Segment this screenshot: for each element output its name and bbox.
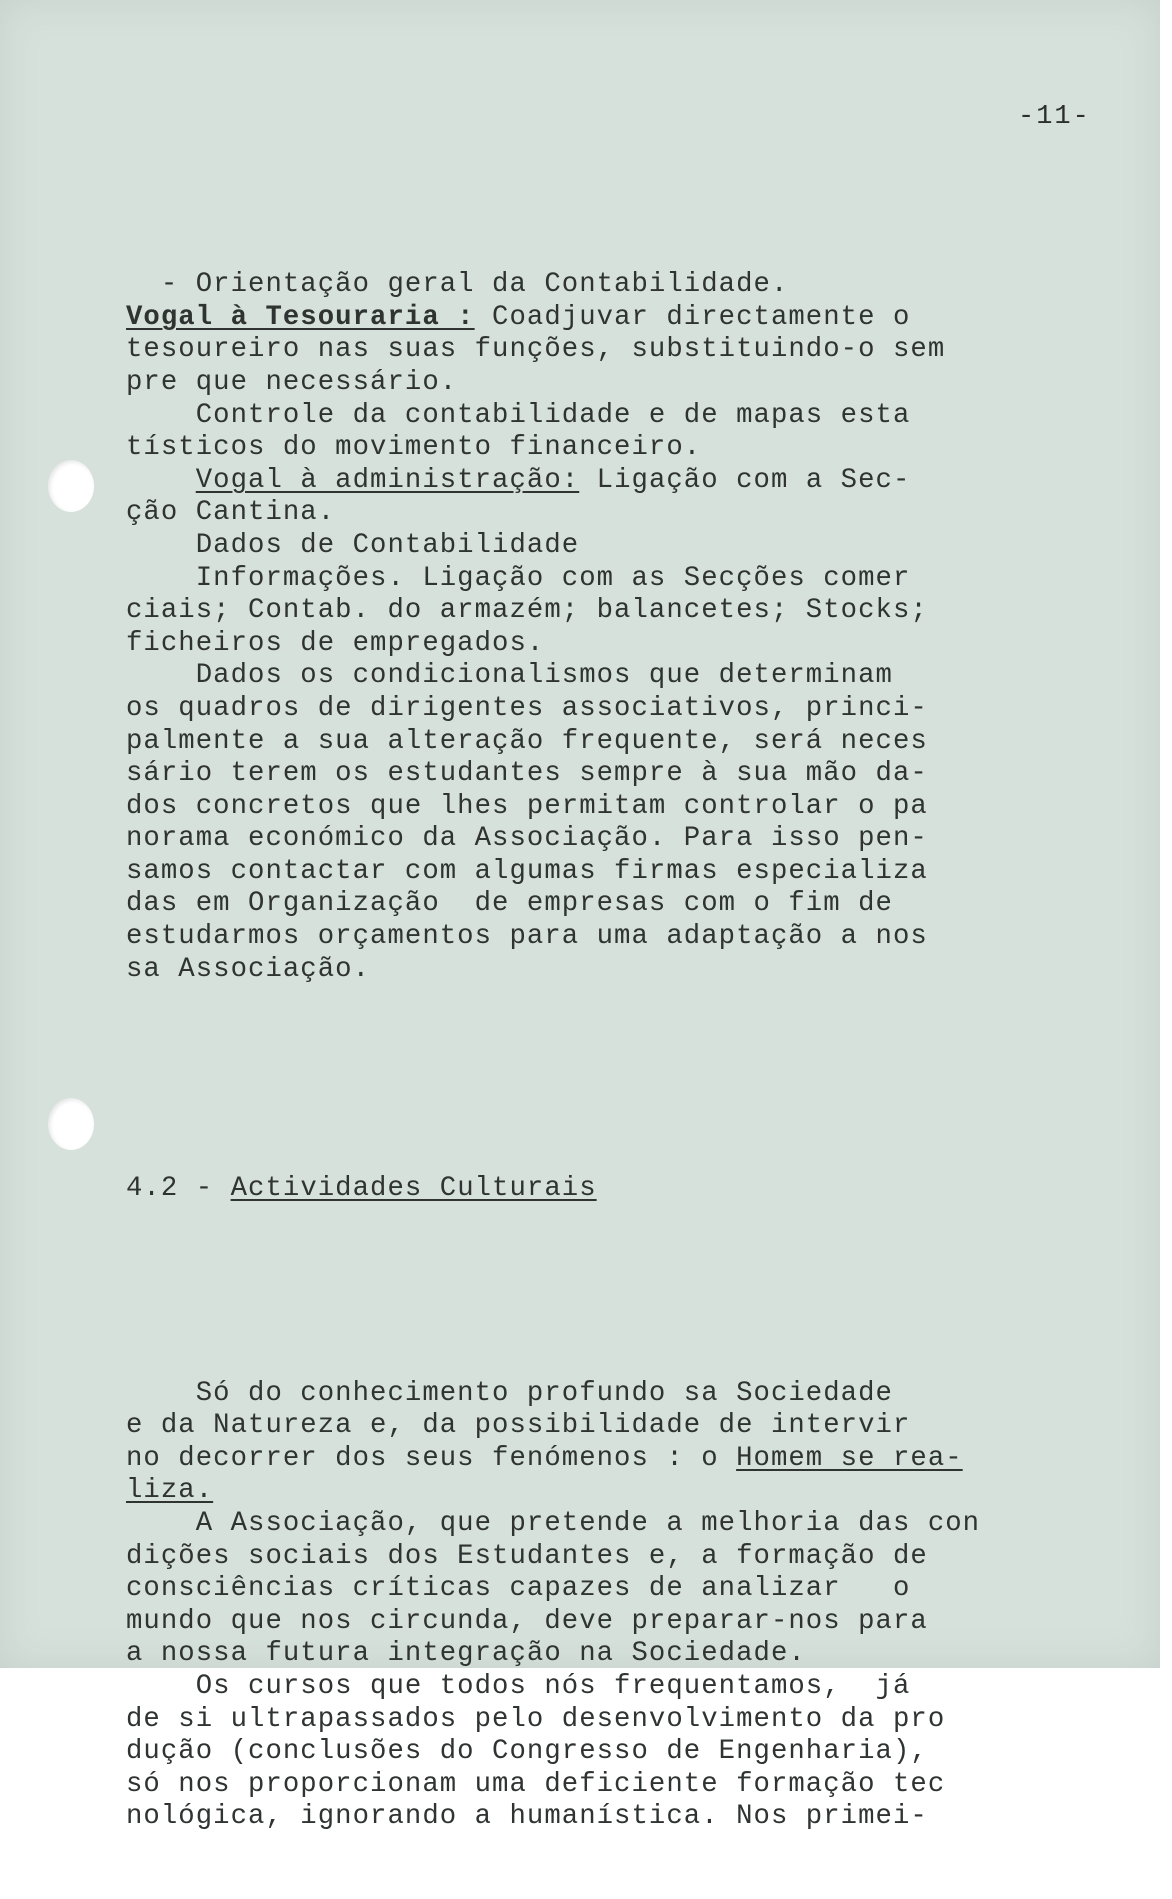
paragraph-group-administration [126, 269, 1046, 986]
text-line [126, 302, 1046, 335]
punch-hole [48, 460, 94, 512]
text-line: nológica, ignorando a humanística. Nos primei- [126, 1801, 928, 1833]
section-title: Actividades Culturais [230, 1172, 597, 1204]
text-segment: Ligação com a Sec- [579, 464, 911, 496]
text-line: samos contactar com algumas firmas especializa [126, 855, 928, 887]
text-line: sa Associação. [126, 953, 371, 985]
text-line: Dados os condicionalismos que determinam [126, 660, 893, 692]
paragraph-group-culture [126, 1378, 1046, 1834]
text-segment: Vogal à Tesouraria : [126, 301, 475, 333]
text-segment [126, 465, 196, 496]
text-line: e da Natureza e, da possibilidade de intervir [126, 1410, 911, 1442]
text-line: ciais; Contab. do armazém; balancetes; Stocks; [126, 595, 928, 627]
text-line: pre que necessário. [126, 366, 458, 398]
text-line: dução (conclusões do Congresso de Engenharia), [126, 1736, 928, 1768]
text-line: Informações. Ligação com as Secções comer [126, 562, 911, 594]
text-line: dos concretos que lhes permitam controlar o pa [126, 790, 928, 822]
text-line: A Associação, que pretende a melhoria das con [126, 1507, 981, 1539]
text-line: mundo que nos circunda, deve preparar-nos para [126, 1605, 928, 1637]
text-line: ficheiros de empregados. [126, 627, 545, 659]
section-heading [126, 1173, 1046, 1206]
typed-text-body [126, 204, 1046, 1899]
text-line: das em Organização de empresas com o fim de [126, 888, 893, 920]
text-line [126, 1443, 1046, 1476]
text-segment: liza. [126, 1475, 214, 1507]
text-segment: Homem se rea- [736, 1442, 963, 1474]
text-line [126, 465, 1046, 498]
text-line: a nossa futura integração na Sociedade. [126, 1638, 806, 1670]
text-line: - Orientação geral da Contabilidade. [126, 269, 789, 301]
text-line: os quadros de dirigentes associativos, princi- [126, 692, 928, 724]
text-segment: Vogal à administração: [195, 464, 580, 496]
text-line: tísticos do movimento financeiro. [126, 432, 702, 464]
punch-hole [48, 1098, 94, 1150]
text-line: de si ultrapassados pelo desenvolvimento da pro [126, 1703, 946, 1735]
page-number: -11- [1018, 102, 1091, 132]
text-segment: Coadjuvar directamente o [474, 301, 911, 333]
text-line: norama económico da Associação. Para isso pen- [126, 823, 928, 855]
text-line: consciências críticas capazes de analizar o [126, 1573, 911, 1605]
text-line: palmente a sua alteração frequente, será neces [126, 725, 928, 757]
text-line: só nos proporcionam uma deficiente formação tec [126, 1768, 946, 1800]
text-line [126, 1475, 1046, 1508]
text-line: dições sociais dos Estudantes e, a formação de [126, 1540, 928, 1572]
text-line: Só do conhecimento profundo sa Sociedade [126, 1377, 893, 1409]
section-number: 4.2 - [126, 1172, 231, 1204]
text-line: ção Cantina. [126, 497, 336, 529]
text-line: Dados de Contabilidade [126, 529, 580, 561]
text-line: sário terem os estudantes sempre à sua mão da- [126, 758, 928, 790]
text-line: Os cursos que todos nós frequentamos, já [126, 1670, 911, 1702]
text-line: tesoureiro nas suas funções, substituindo-o sem [126, 334, 946, 366]
text-line: Controle da contabilidade e de mapas esta [126, 399, 911, 431]
text-line: estudarmos orçamentos para uma adaptação a nos [126, 921, 928, 953]
text-segment: no decorrer dos seus fenómenos : o [126, 1442, 737, 1474]
